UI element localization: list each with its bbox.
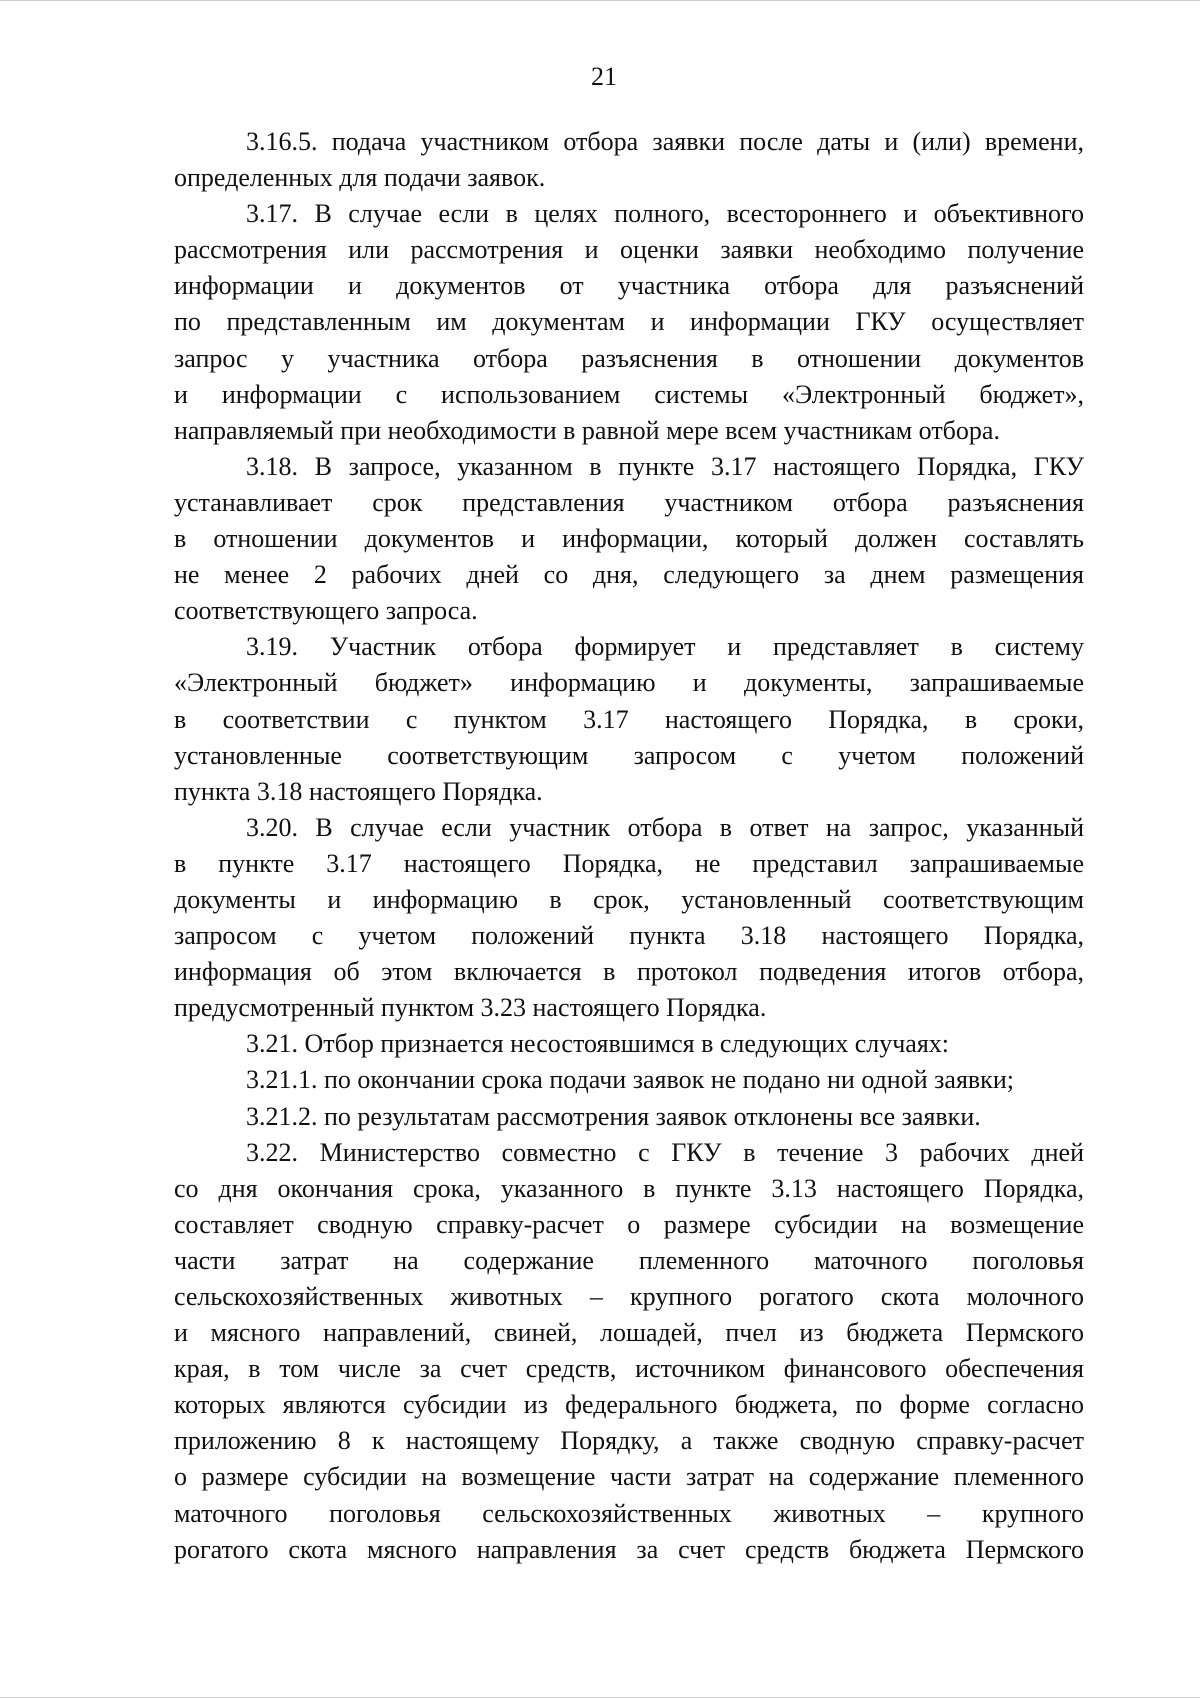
text-line: информация об этом включается в протокол подведения итогов отбора, [174,957,1084,987]
paragraph [174,124,1084,196]
text-line: информации и документов от участника отбора для разъяснений [174,271,1084,301]
text-line: «Электронный бюджет» информацию и документы, запрашиваемые [174,668,1084,698]
text-line: 3.16.5. подача участником отбора заявки после даты и (или) времени, [246,127,1084,156]
page-number: 21 [591,62,617,91]
text-line: 3.19. Участник отбора формирует и представляет в систему [246,632,1084,662]
document-body [174,124,1084,1568]
text-line: приложению 8 к настоящему Порядку, а также сводную справку-расчет [174,1426,1084,1456]
text-line: края, в том числе за счет средств, источником финансового обеспечения [174,1354,1084,1384]
text-line: предусмотренный пунктом 3.23 настоящего Порядка. [174,993,767,1023]
text-line: 3.21.1. по окончании срока подачи заявок не подано ни одной заявки; [246,1065,1014,1095]
scan-top-edge [0,0,1200,1]
paragraph [174,629,1084,809]
text-line: запросом с учетом положений пункта 3.18 настоящего Порядка, [174,921,1084,951]
text-line: по представленным им документам и информации ГКУ осуществляет [174,307,1084,337]
text-line: части затрат на содержание племенного маточного поголовья [174,1245,1084,1275]
paragraph [174,1099,1084,1135]
text-line: запрос у участника отбора разъяснения в отношении документов [174,343,1084,373]
text-line: 3.21.2. по результатам рассмотрения заявок отклонены все заявки. [246,1101,981,1131]
paragraph [174,1135,1084,1568]
paragraph [174,196,1084,449]
text-line: и информации с использованием системы «Электронный бюджет», [174,379,1084,409]
text-line: рассмотрения или рассмотрения и оценки заявки необходимо получение [174,235,1084,265]
text-line: в пункте 3.17 настоящего Порядка, не представил запрашиваемые [174,848,1084,878]
text-line: составляет сводную справку-расчет о размере субсидии на возмещение [174,1209,1084,1239]
text-line: которых являются субсидии из федерального бюджета, по форме согласно [174,1390,1084,1420]
text-line: 3.22. Министерство совместно с ГКУ в течение 3 рабочих дней [246,1137,1084,1167]
text-line: 3.21. Отбор признается несостоявшимся в следующих случаях: [246,1029,950,1059]
text-line: не менее 2 рабочих дней со дня, следующего за днем размещения [174,560,1084,590]
text-line: в отношении документов и информации, который должен составлять [174,524,1084,554]
text-line: о размере субсидии на возмещение части затрат на содержание племенного [174,1462,1084,1492]
text-line: 3.18. В запросе, указанном в пункте 3.17 настоящего Порядка, ГКУ [246,451,1084,481]
text-line: маточного поголовья сельскохозяйственных животных – крупного [174,1498,1084,1528]
paragraph [174,449,1084,629]
text-line: определенных для подачи заявок. [174,163,546,193]
text-line: устанавливает срок представления участником отбора разъяснения [174,487,1084,517]
text-line: документы и информацию в срок, установленный соответствующим [174,884,1084,914]
text-line: 3.20. В случае если участник отбора в ответ на запрос, указанный [246,812,1084,842]
text-line: установленные соответствующим запросом с учетом положений [174,740,1084,770]
text-line: пункта 3.18 настоящего Порядка. [174,776,543,806]
text-line: сельскохозяйственных животных – крупного рогатого скота молочного [174,1282,1084,1311]
text-line: 3.17. В случае если в целях полного, всестороннего и объективного [246,199,1084,229]
text-line: рогатого скота мясного направления за счет средств бюджета Пермского [174,1534,1084,1564]
text-line: соответствующего запроса. [174,596,478,626]
text-line: и мясного направлений, свиней, лошадей, пчел из бюджета Пермского [174,1318,1084,1348]
paragraph [174,1062,1084,1098]
text-line: направляемый при необходимости в равной мере всем участникам отбора. [174,415,1000,445]
text-line: со дня окончания срока, указанного в пункте 3.13 настоящего Порядка, [174,1173,1084,1203]
paragraph [174,1026,1084,1062]
text-line: в соответствии с пунктом 3.17 настоящего Порядка, в сроки, [174,704,1084,734]
paragraph [174,810,1084,1027]
